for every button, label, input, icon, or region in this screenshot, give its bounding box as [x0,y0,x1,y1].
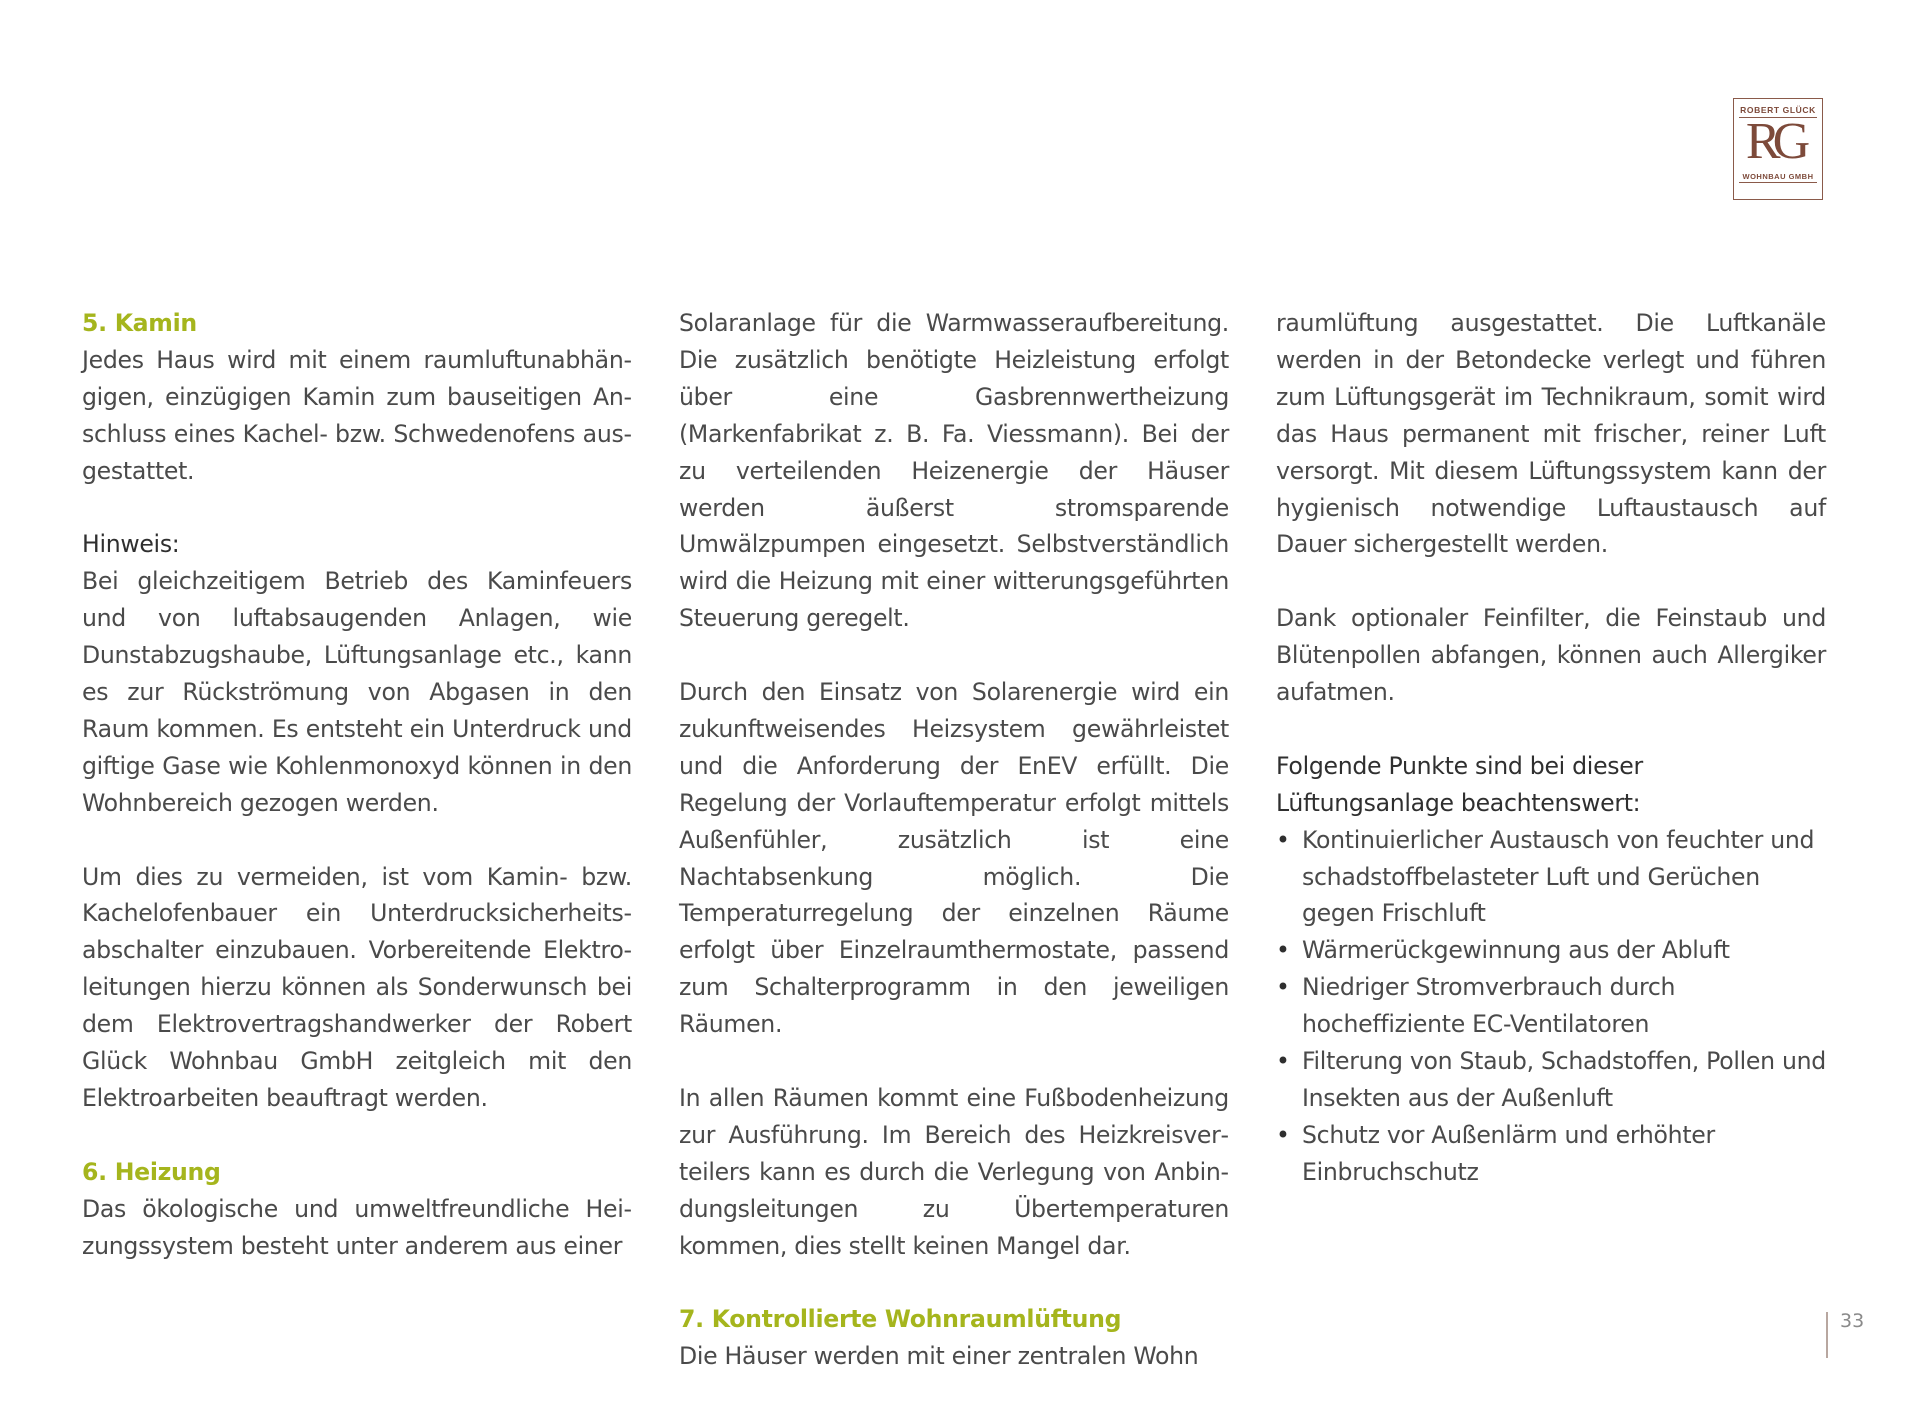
list-item-text: Niedriger Stromverbrauch durch hocheffiziente EC-Ventilatoren [1302,973,1676,1039]
page-number-divider [1826,1312,1828,1358]
paragraph-lueftung: Die Häuser werden mit einer zentralen Wohn [679,1342,1199,1371]
text-column-2 [679,305,1229,1412]
punkte-lead-line-1: Folgende Punkte sind bei dieser [1276,751,1643,780]
paragraph-kamin: Jedes Haus wird mit einem raumluftunabhängigen, einzügigen Kamin zum bauseitigen Anschluss eines Kachel- bzw. Schwedenofens ausgestattet. [82,345,632,485]
page-number: 33 [1840,1310,1865,1332]
bullet-icon: • [1276,1120,1290,1149]
logo-divider-top [1739,117,1817,118]
section-heading-kamin: 5. Kamin [82,309,197,337]
bullet-icon: • [1276,973,1290,1002]
list-item-text: Schutz vor Außenlärm und erhöhter Einbruchschutz [1302,1120,1715,1186]
text-column-1 [82,305,632,1301]
section-heading-heizung: 6. Heizung [82,1157,221,1186]
list-item [1276,1117,1826,1191]
list-item [1276,1043,1826,1117]
punkte-lead-line-2: Lüftungsanlage beachtenswert: [1276,788,1641,817]
list-item [1276,932,1826,969]
paragraph-vermeiden: Um dies zu vermeiden, ist vom Kamin- bzw. Kachelofenbauer ein Unterdrucksicherheitsabschalter einzubauen. Vorbereitende Elektroleitungen hierzu können als Sonderwunsch bei dem Elektrovertragshandwerker der Robert Glück Wohnbau GmbH zeitgleich mit den Elektroarbeiten beauftragt werden. [82,862,632,1112]
logo-monogram-g: G [1772,113,1805,170]
logo-divider-bottom [1739,182,1817,183]
list-item [1276,822,1826,933]
paragraph-solarenergie: Durch den Einsatz von Solarenergie wird ein zukunftweisendes Heizsystem gewährleistet und die Anforderung der EnEV erfüllt. Die Regelung der Vorlauftemperatur erfolgt mittels Außenfühler, zusätzlich ist eine Nachtabsenkung möglich. Die Temperaturregelung der einzelnen Räume erfolgt über Einzelraumthermostate, passend zum Schalterprogramm in den jeweiligen Räumen. [679,678,1229,1039]
list-item-text: Kontinuierlicher Austausch von feuchter und schadstoffbelasteter Luft und Gerüchen gegen Frischluft [1302,825,1815,928]
company-logo [1733,98,1823,200]
bullet-icon: • [1276,825,1290,854]
paragraph-hinweis: Bei gleichzeitigem Betrieb des Kaminfeuers und von luftabsaugenden Anlagen, wie Dunstabzugshaube, Lüftungsanlage etc., kann es zur Rückströmung von Abgasen in den Raum kommen. Es entsteht ein Unterdruck und giftige Gase wie Kohlenmonoxyd können in den Wohnbereich gezogen werden. [82,567,632,817]
list-item [1276,969,1826,1043]
list-item-text: Wärmerückgewinnung aus der Abluft [1302,936,1730,965]
logo-bottom-text: WOHNBAU GMBH [1742,172,1814,181]
paragraph-lueftung-continued: raumlüftung ausgestattet. Die Luftkanäle werden in der Betondecke verlegt und führen zum Lüftungsgerät im Technikraum, somit wird das Haus permanent mit frischer, reiner Luft versorgt. Mit diesem Lüftungssystem kann der hygienisch notwendige Luftaustausch auf Dauer sichergestellt werden. [1276,309,1826,559]
hinweis-label: Hinweis: [82,530,180,559]
paragraph-fussbodenheizung: In allen Räumen kommt eine Fußbodenheizung zur Ausführung. Im Bereich des Heizkreisverteilers kann es durch die Verlegung von Anbindungsleitungen zu Übertemperaturen kommen, dies stellt keinen Mangel dar. [679,1084,1229,1260]
logo-top-text: ROBERT GLÜCK [1740,105,1816,115]
text-column-3 [1276,305,1826,1191]
logo-monogram-r: R [1745,113,1775,170]
paragraph-heizung: Das ökologische und umweltfreundliche Heizungssystem besteht unter anderem aus einer [82,1194,632,1260]
paragraph-heizung-continued: Solaranlage für die Warmwasseraufbereitung. Die zusätzlich benötigte Heizleistung erfolgt über eine Gasbrennwertheizung (Markenfabrikat z. B. Fa. Viessmann). Bei der zu verteilenden Heizenergie der Häuser werden äußerst stromsparende Umwälzpumpen eingesetzt. Selbstverständlich wird die Heizung mit einer witterungsgeführten Steuerung geregelt. [679,309,1229,633]
logo-monogram [1734,113,1822,170]
section-heading-lueftung: 7. Kontrollierte Wohnraumlüftung [679,1305,1122,1334]
paragraph-feinfilter: Dank optionaler Feinfilter, die Feinstaub und Blütenpollen abfangen, können auch Allergiker aufatmen. [1276,604,1826,707]
list-item-text: Filterung von Staub, Schadstoffen, Pollen und Insekten aus der Außenluft [1302,1047,1826,1112]
bullet-icon: • [1276,1047,1290,1076]
feature-bullet-list [1276,822,1826,1191]
bullet-icon: • [1276,936,1290,965]
